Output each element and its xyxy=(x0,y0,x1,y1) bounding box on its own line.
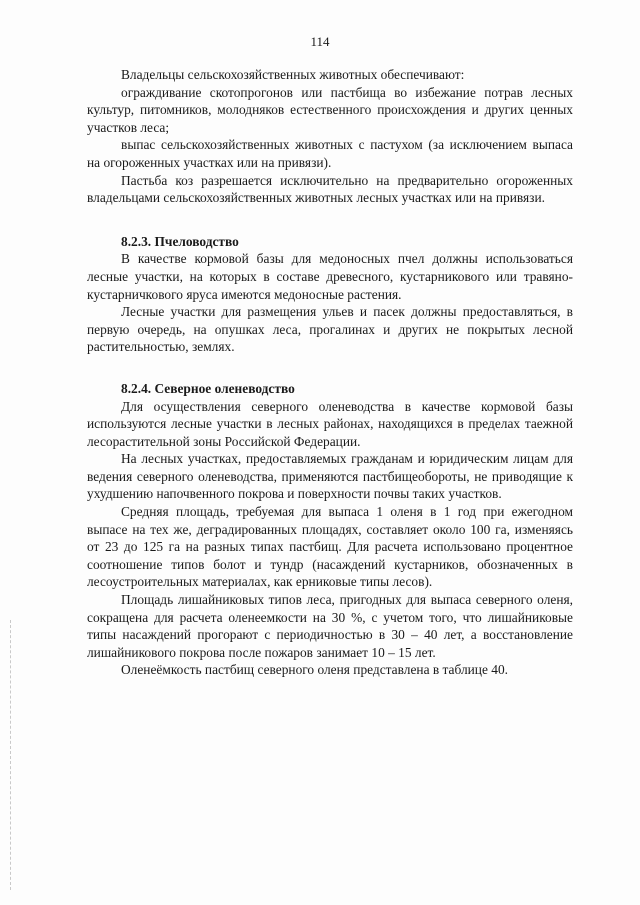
reindeer-paragraph-5: Оленеёмкость пастбищ северного оленя представлена в таблице 40. xyxy=(121,662,509,678)
section-spacer xyxy=(87,207,573,233)
intro-paragraph-1: Владельцы сельскохозяйственных животных обеспечивают: xyxy=(121,67,465,82)
section-heading-beekeeping: 8.2.3. Пчеловодство xyxy=(121,233,239,249)
reindeer-paragraph-3: Средняя площадь, требуемая для выпаса 1 оленя в 1 год при ежегодном выпасе на тех же, деградированных площадях, составляет около 100 га, изменяясь от 23 до 125 га на разных типах пастбищ. Для расчета использовано процентное соотношение типов болот и тундр (насаждений кустарников, обозначенных в лесоустроительных материалах, как ерниковые типы лесов). xyxy=(87,504,573,590)
reindeer-paragraph-2: На лесных участках, предоставляемых гражданам и юридическим лицам для ведения северного оленеводства, применяются пастбищеобороты, не приводящие к ухудшению напочвенного покрова и поверхности почвы таких участков. xyxy=(87,451,573,502)
page-body xyxy=(87,66,573,679)
reindeer-paragraph-1: Для осуществления северного оленеводства в качестве кормовой базы используются лесные участки в лесных районах, находящихся в пределах таежной лесорастительной зоны Российской Федерации. xyxy=(87,398,573,449)
intro-paragraph-3: выпас сельскохозяйственных животных с пастухом (за исключением выпаса на огороженных участках или на привязи). xyxy=(87,137,573,170)
page-number: 114 xyxy=(310,34,330,49)
scan-margin-line xyxy=(10,620,12,890)
beekeeping-paragraph-1: В качестве кормовой базы для медоносных пчел должны использоваться лесные участки, на которых в составе древесного, кустарникового или травяно-кустарничкового яруса имеются медоносные растения. xyxy=(87,251,573,302)
intro-paragraph-2: ограждивание скотопрогонов или пастбища во избежание потрав лесных культур, питомников, молодняков естественного происхождения и других ценных участков леса; xyxy=(87,84,573,135)
section-heading-reindeer: 8.2.4. Северное оленеводство xyxy=(121,380,295,396)
reindeer-paragraph-4: Площадь лишайниковых типов леса, пригодных для выпаса северного оленя, сокращена для расчета оленеемкости на 30 %, с учетом того, что лишайниковые типы насаждений прогорают с периодичностью в 30 – 40 лет, а восстановление лишайникового покрова после пожаров занимает 10 – 15 лет. xyxy=(87,592,573,660)
beekeeping-paragraph-2: Лесные участки для размещения ульев и пасек должны предоставляться, в первую очередь, на опушках леса, прогалинах и других не покрытых лесной растительностью, землях. xyxy=(87,304,573,355)
intro-paragraph-4: Пастьба коз разрешается исключительно на предварительно огороженных владельцами сельскохозяйственных животных лесных участках или на привязи. xyxy=(87,172,573,206)
section-spacer xyxy=(87,356,573,380)
